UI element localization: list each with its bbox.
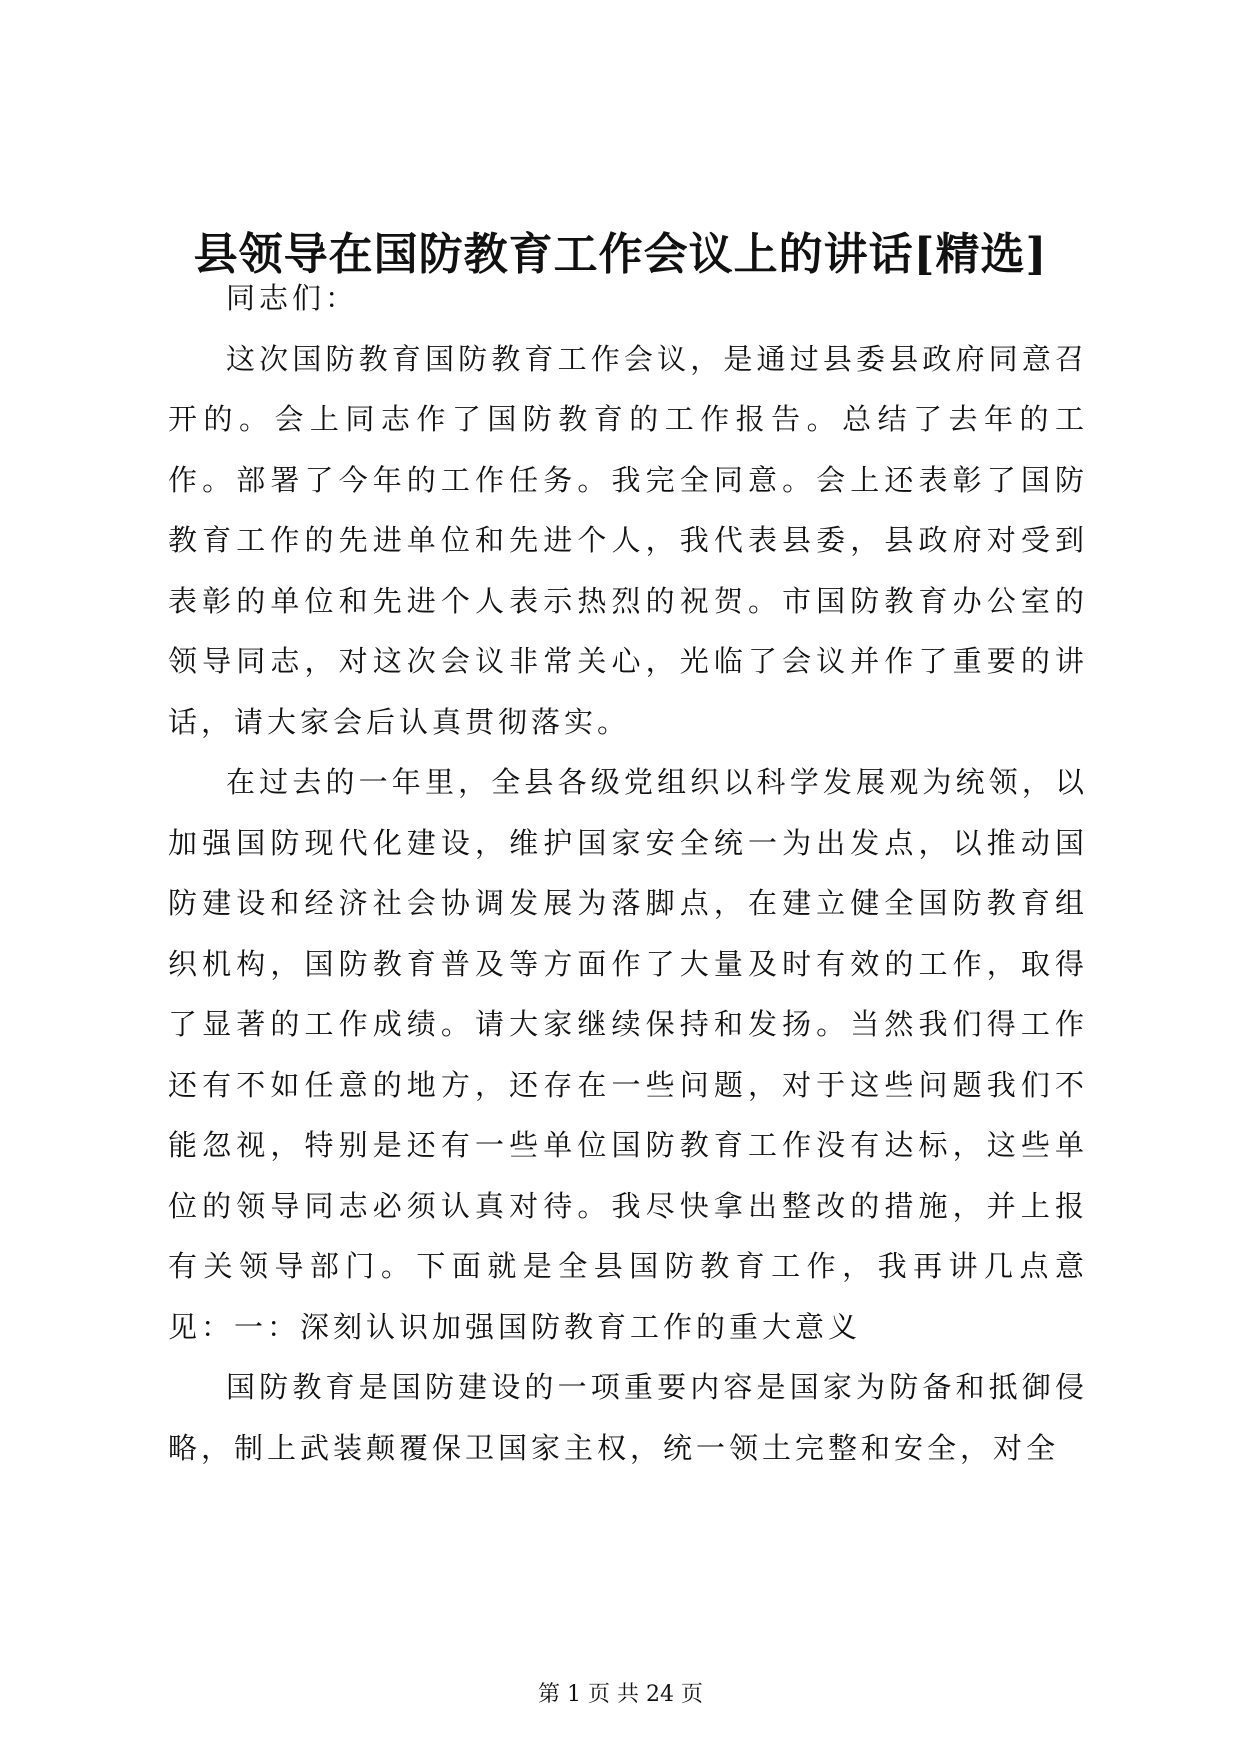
page-number-label: 第 1 页 共 24 页	[538, 1682, 703, 1707]
document-title: 县领导在国防教育工作会议上的讲话[精选]	[193, 229, 1048, 281]
page-footer	[0, 1680, 1241, 1710]
paragraph-3: 国防教育是国防建设的一项重要内容是国家为防备和抵御侵略，制上武装颠覆保卫国家主权，统一领土完整和安全，对全	[168, 1370, 1088, 1465]
paragraph-2: 在过去的一年里，全县各级党组织以科学发展观为统领，以加强国防现代化建设，维护国家安全统一为出发点，以推动国防建设和经济社会协调发展为落脚点，在建立健全国防教育组织机构，国防教育普及等方面作了大量及时有效的工作，取得了显著的工作成绩。请大家继续保持和发扬。当然我们得工作还有不如任意的地方，还存在一些问题，对于这些问题我们不能忽视，特别是还有一些单位国防教育工作没有达标，这些单位的领导同志必须认真对待。我尽快拿出整改的措施，并上报有关领导部门。下面就是全县国防教育工作，我再讲几点意见：一：深刻认识加强国防教育工作的重大意义	[168, 765, 1088, 1344]
paragraph-salutation: 同志们：	[226, 281, 359, 315]
document-body	[168, 268, 1088, 1478]
paragraph-1: 这次国防教育国防教育工作会议，是通过县委县政府同意召开的。会上同志作了国防教育的工作报告。总结了去年的工作。部署了今年的工作任务。我完全同意。会上还表彰了国防教育工作的先进单位和先进个人，我代表县委，县政府对受到表彰的单位和先进个人表示热烈的祝贺。市国防教育办公室的领导同志，对这次会议非常关心，光临了会议并作了重要的讲话，请大家会后认真贯彻落实。	[168, 341, 1088, 739]
